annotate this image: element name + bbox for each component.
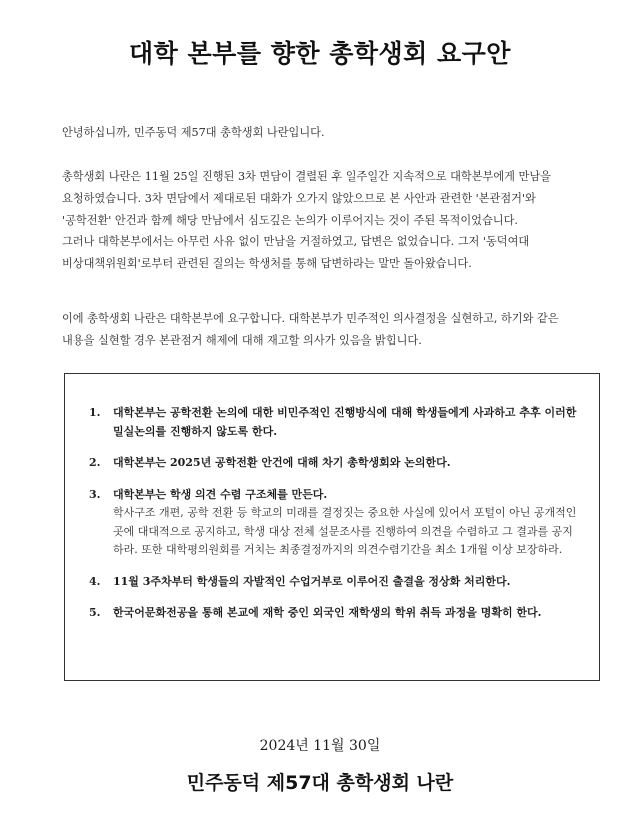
demand-body	[113, 454, 579, 473]
demands-box	[64, 373, 600, 681]
demand-number: 4.	[89, 574, 101, 588]
paragraph-line: 비상대책위원회'로부터 관련된 질의는 학생처를 통해 답변하라는 말만 돌아왔습니다.	[62, 257, 472, 271]
demand-item	[89, 454, 579, 473]
demand-detail: 학사구조 개편, 공학 전환 등 학교의 미래를 결정짓는 중요한 사실에 있어서 포털이 아닌 공개적인 곳에 대대적으로 공지하고, 학생 대상 전체 설문조사를 진행하여 의견을 수렴하고 그 결과를 공지하라. 또한 대학평의원회를 거치는 최종결정까지의 의견수렴기간을 최소 1개월 이상 보장하라.	[113, 506, 577, 556]
demand-heading: 한국어문화전공을 통해 본교에 재학 중인 외국인 재학생의 학위 취득 과정을 명확히 한다.	[113, 606, 542, 619]
demand-number: 3.	[89, 487, 101, 501]
greeting-text: 안녕하십니까, 민주동덕 제57대 총학생회 나란입니다.	[62, 126, 325, 139]
demand-body	[113, 486, 579, 560]
demand-item	[89, 404, 579, 441]
demand-number: 2.	[89, 456, 101, 469]
paragraph-line: 총학생회 나란은 11월 25일 진행된 3차 면담이 결렬된 후 일주일간 지속적으로 대학본부에게 만남을	[62, 170, 551, 183]
demand-list	[89, 404, 579, 636]
demand-heading: 대학본부는 2025년 공학전환 안건에 대해 차기 총학생회와 논의한다.	[113, 456, 451, 469]
demand-body	[113, 404, 579, 441]
demand-number: 1.	[89, 406, 101, 419]
demand-number: 5.	[89, 606, 101, 619]
demand-item	[89, 573, 579, 592]
demand-item	[89, 604, 579, 623]
demand-body	[113, 604, 579, 623]
paragraph-line: 요청하였습니다. 3차 면담에서 제대로된 대화가 오가지 않았으므로 본 사안과 관련한 '본관점거'와	[62, 191, 536, 205]
paragraph-line: '공학전환' 안건과 함께 해당 만남에서 심도깊은 논의가 이루어지는 것이 주된 목적이었습니다.	[62, 213, 518, 227]
demand-heading: 대학본부는 공학전환 논의에 대한 비민주적인 진행방식에 대해 학생들에게 사과하고 추후 이러한 밀실논의를 진행하지 않도록 한다.	[113, 406, 577, 438]
demand-intro-paragraph	[62, 308, 607, 352]
paragraph-line: 이에 총학생회 나란은 대학본부에 요구합니다. 대학본부가 민주적인 의사결정을 실현하고, 하기와 같은	[62, 312, 559, 325]
demand-item	[89, 486, 579, 560]
demand-body	[113, 573, 579, 592]
document-date: 2024년 11월 30일	[259, 738, 381, 754]
background-paragraph	[62, 166, 607, 275]
demand-heading: 11월 3주차부터 학생들의 자발적인 수업거부로 이루어진 출결을 정상화 처리한다.	[113, 574, 511, 588]
signature-line: 민주동덕 제57대 총학생회 나란	[186, 772, 454, 794]
demand-heading: 대학본부는 학생 의견 수렴 구조체를 만든다.	[113, 487, 328, 501]
paragraph-line: 내용을 실현할 경우 본관점거 해제에 대해 재고할 의사가 있음을 밝힙니다.	[62, 333, 422, 347]
document-title: 대학 본부를 향한 총학생회 요구안	[129, 39, 511, 68]
paragraph-line: 그러나 대학본부에서는 아무런 사유 없이 만남을 거절하였고, 답변은 없었습니다. 그저 '동덕여대	[62, 235, 530, 249]
